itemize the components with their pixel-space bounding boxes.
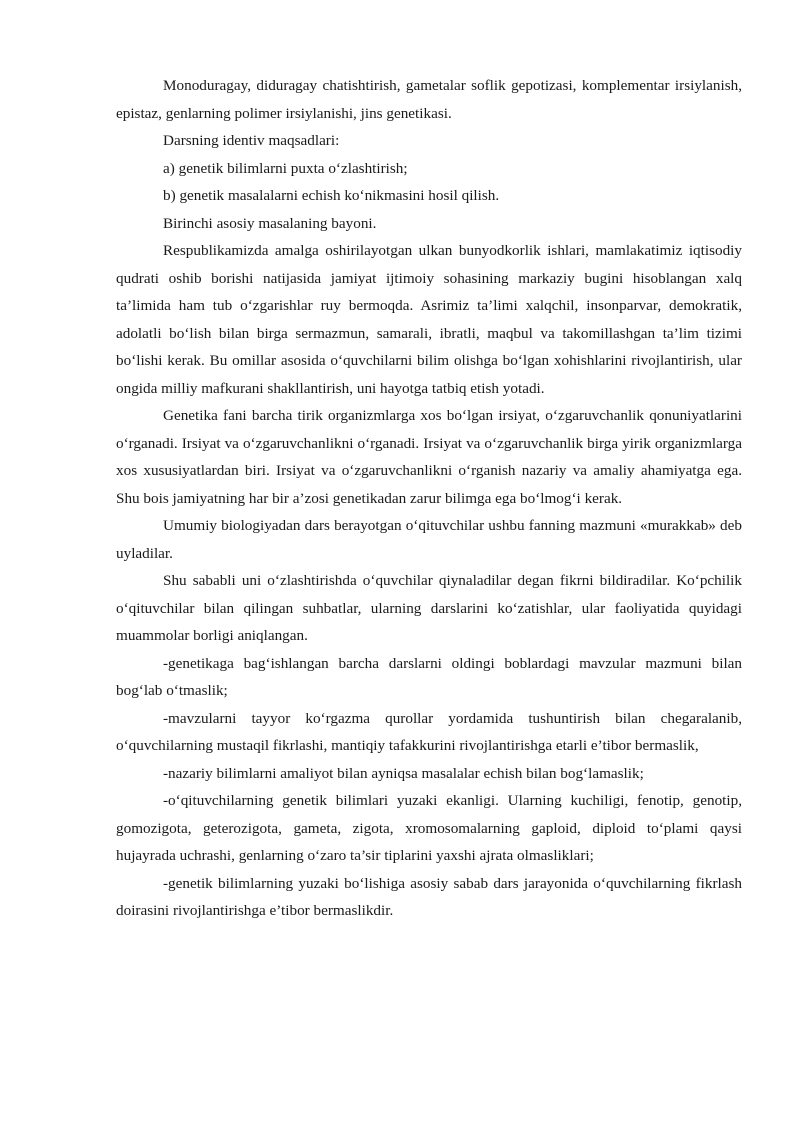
paragraph-difficulties: Shu sababli uni o‘zlashtirishda o‘quvchilar qiynaladilar degan fikrni bildiradilar. Ko‘pchilik o‘qituvchilar bilan qilingan suhbatlar, ularning darslarini ko‘zatishlar, ular faoliyatida quyidagi muammolar borligi aniqlangan. — [116, 572, 742, 644]
list-item-problem-5: -genetik bilimlarning yuzaki bo‘lishiga asosiy sabab dars jarayonida o‘quvchilarning fikrlash doirasini rivojlantirishga e’tibor bermaslikdir. — [116, 874, 742, 919]
list-item-problem-1: -genetikaga bag‘ishlangan barcha darslarni oldingi boblardagi mavzular mazmuni bilan bog‘lab o‘tmaslik; — [116, 654, 742, 699]
paragraph-goal-a: a) genetik bilimlarni puxta o‘zlashtirish; — [163, 159, 408, 177]
document-page — [116, 72, 742, 925]
paragraph-topics: Monoduragay, diduragay chatishtirish, gametalar soflik gepotizasi, komplementar irsiylanish, epistaz, genlarning polimer irsiylanishi, jins genetikasi. — [116, 77, 742, 122]
paragraph-first-issue-heading: Birinchi asosiy masalaning bayoni. — [163, 214, 377, 232]
list-item-problem-2: -mavzularni tayyor ko‘rgazma qurollar yordamida tushuntirish bilan chegaralanib, o‘quvchilarning mustaqil fikrlashi, mantiqiy tafakkurini rivojlantirishga etarli e’tibor bermaslik, — [116, 709, 742, 754]
paragraph-teachers: Umumiy biologiyadan dars berayotgan o‘qituvchilar ushbu fanning mazmuni «murakkab» deb uyladilar. — [116, 517, 742, 562]
list-item-problem-4: -o‘qituvchilarning genetik bilimlari yuzaki ekanligi. Ularning kuchiligi, fenotip, genotip, gomozigota, geterozigota, gameta, zigota, xromosomalarning gaploid, diploid to‘plami qaysi hujayrada uchrashi, genlarning o‘zaro ta’sir tiplarini yaxshi ajrata olmasliklari; — [116, 792, 742, 864]
list-item-problem-3: -nazariy bilimlarni amaliyot bilan ayniqsa masalalar echish bilan bog‘lamaslik; — [163, 764, 644, 782]
paragraph-goal-b: b) genetik masalalarni echish ko‘nikmasini hosil qilish. — [163, 187, 500, 204]
paragraph-genetics: Genetika fani barcha tirik organizmlarga xos bo‘lgan irsiyat, o‘zgaruvchanlik qonuniyatlarini o‘rganadi. Irsiyat va o‘zgaruvchanlikni o‘rganadi. Irsiyat va o‘zgaruvchanlik birga yirik organizmlarga xos xususiyatlardan biri. Irsiyat va o‘zgaruvchanlikni o‘rganish nazariy va amaliy ahamiyatga ega. Shu bois jamiyatning har bir a’zosi genetikadan zarur bilimga ega bo‘lmog‘i kerak. — [116, 407, 742, 507]
paragraph-republic: Respublikamizda amalga oshirilayotgan ulkan bunyodkorlik ishlari, mamlakatimiz iqtisodiy qudrati oshib borishi natijasida jamiyat ijtimoiy sohasining markaziy bugini hisoblangan xalq ta’limida ham tub o‘zgarishlar ruy bermoqda. Asrimiz ta’limi xalqchil, insonparvar, demokratik, adolatli bo‘lish bilan birga sermazmun, samarali, ibratli, maqbul va takomillashgan ta’lim tizimi bo‘lishi kerak. Bu omillar asosida o‘quvchilarni bilim olishga bo‘lgan xohishlarini rivojlantirish, ular ongida milliy mafkurani shakllantirish, uni hayotga tatbiq etish yotadi. — [116, 242, 742, 397]
paragraph-goals-heading: Darsning identiv maqsadlari: — [163, 132, 340, 149]
